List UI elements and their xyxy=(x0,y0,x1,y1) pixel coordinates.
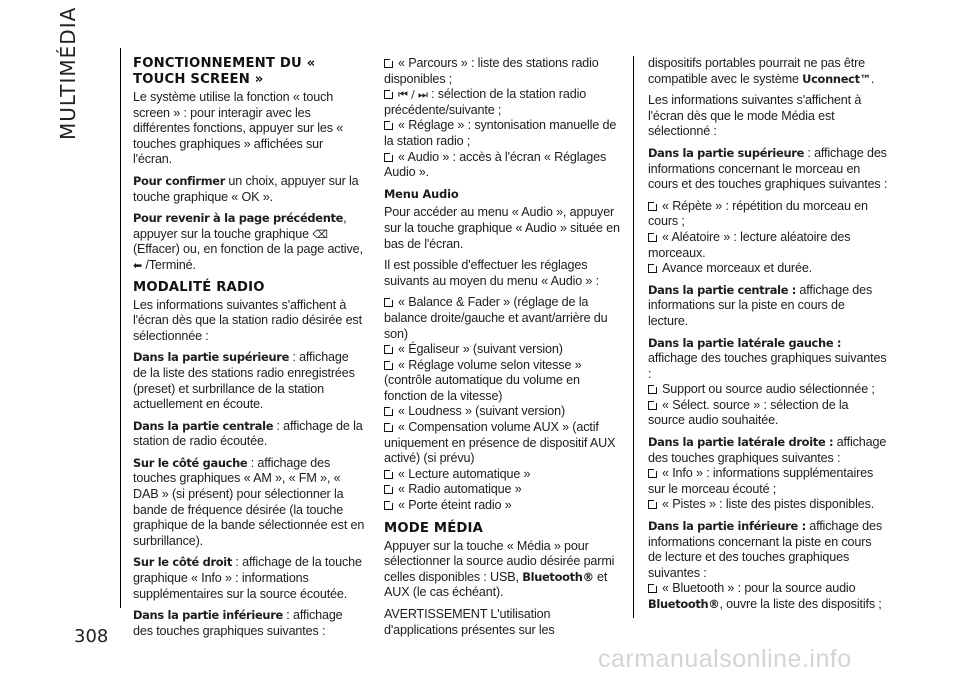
list-item xyxy=(384,467,620,483)
continued-text: dispositifs portables pourrait ne pas être compatible avec le système xyxy=(648,56,866,86)
heading-media: MODE MÉDIA xyxy=(384,520,484,536)
list-item xyxy=(648,497,888,513)
bullet-text: « Réglage » : syntonisation manuelle de la station radio ; xyxy=(384,118,617,148)
media-right-text: affichage des touches graphiques suivantes : xyxy=(648,435,887,465)
checkbox-bullet-icon xyxy=(384,485,393,494)
column-3 xyxy=(648,56,888,613)
checkbox-bullet-icon xyxy=(384,121,393,130)
bullet-text-end: , ouvre la liste des dispositifs ; xyxy=(719,597,882,611)
bullet-text: « Bluetooth » : pour la source audio xyxy=(662,581,856,596)
media-p1-text: Appuyer sur la touche « Média » pour sélectionner la source audio désirée parmi celles disponibles : USB, xyxy=(384,538,615,584)
menu-audio-title: Menu Audio xyxy=(384,186,459,201)
chapter-title: MULTIMÉDIA xyxy=(56,6,80,140)
checkbox-bullet-icon xyxy=(384,298,393,307)
list-item xyxy=(648,466,888,497)
heading-radio: MODALITÉ RADIO xyxy=(133,279,265,295)
back-text-1: , appuyer sur la touche graphique xyxy=(133,211,347,241)
back-paragraph xyxy=(133,211,365,273)
radio-left xyxy=(133,456,365,550)
media-p1 xyxy=(384,539,620,601)
media-top-lead: Dans la partie supérieure xyxy=(648,145,805,160)
radio-center xyxy=(133,419,365,450)
media-top-text: : affichage des informations concernant le morceau en cours et des touches graphiques suivantes : xyxy=(648,145,888,192)
bullet-text: « Aléatoire » : lecture aléatoire des morceaux. xyxy=(648,229,851,260)
list-item xyxy=(384,295,620,342)
checkbox-bullet-icon xyxy=(384,345,393,354)
heading-touch-screen: FONCTIONNEMENT DU « TOUCH SCREEN » xyxy=(133,56,316,87)
radio-left-text: : affichage des touches graphiques « AM », « FM », « DAB » (si présent) pour sélectionner la bande de fréquence désirée (la touche graphique de la bande sélectionnée est en surbrillance). xyxy=(133,455,365,548)
list-item xyxy=(384,358,620,405)
media-top xyxy=(648,146,888,193)
media-bottom-text: affichage des informations concernant la piste en cours de lecture et des touches graphiques suivantes : xyxy=(648,519,882,580)
checkbox-bullet-icon xyxy=(384,470,393,479)
list-item xyxy=(384,498,620,514)
checkbox-bullet-icon xyxy=(384,361,393,370)
list-item xyxy=(384,150,620,181)
checkbox-bullet-icon xyxy=(648,469,657,478)
seek-icons: ⏮ / ⏭ xyxy=(398,88,428,102)
back-arrow-icon: ⬅ xyxy=(133,258,143,272)
sidebar-divider xyxy=(120,48,121,608)
bullet-text: « Répète » : répétition du morceau en cours ; xyxy=(648,198,868,229)
watermark: carmanualsonline.info xyxy=(598,645,852,673)
radio-right-lead: Sur le côté droit xyxy=(133,555,233,570)
media-center xyxy=(648,283,888,330)
radio-bottom xyxy=(133,608,365,639)
radio-bottom-text: : affichage des touches graphiques suivantes : xyxy=(133,608,343,638)
list-item xyxy=(648,261,888,277)
bullet-text: « Réglage volume selon vitesse » (contrôle automatique du volume en fonction de la vitesse) xyxy=(384,357,582,403)
media-bottom-lead: Dans la partie inférieure : xyxy=(648,519,806,534)
list-item xyxy=(648,581,888,612)
bullet-text: « Pistes » : liste des pistes disponibles. xyxy=(662,497,875,512)
column-1 xyxy=(133,56,365,645)
back-lead: Pour revenir à la page précédente xyxy=(133,211,344,226)
bluetooth-brand: Bluetooth® xyxy=(522,569,594,584)
bullet-text: « Lecture automatique » xyxy=(398,466,531,481)
page-number: 308 xyxy=(74,626,109,647)
menu-audio-p1: Pour accéder au menu « Audio », appuyer sur la touche graphique « Audio » située en bas de l'écran. xyxy=(384,205,620,251)
media-center-lead: Dans la partie centrale : xyxy=(648,282,797,297)
list-item xyxy=(384,87,620,118)
bullet-text: Avance morceaux et durée. xyxy=(662,261,813,276)
media-bottom xyxy=(648,519,888,581)
list-item xyxy=(384,342,620,358)
radio-top-text: : affichage de la liste des stations radio enregistrées (preset) et surbrillance de la station actuellement en écoute. xyxy=(133,350,355,412)
checkbox-bullet-icon xyxy=(648,401,657,410)
checkbox-bullet-icon xyxy=(648,202,657,211)
radio-right xyxy=(133,555,365,602)
confirm-lead: Pour confirmer xyxy=(133,173,226,188)
back-text-2: (Effacer) ou, en fonction de la page active, xyxy=(133,242,363,257)
list-item xyxy=(384,482,620,498)
checkbox-bullet-icon xyxy=(648,264,657,273)
media-right-lead: Dans la partie latérale droite : xyxy=(648,435,834,450)
confirm-text: un choix, appuyer sur la touche graphique « OK ». xyxy=(133,173,359,204)
list-item xyxy=(384,404,620,420)
checkbox-bullet-icon xyxy=(384,501,393,510)
bullet-text: « Sélect. source » : sélection de la source audio souhaitée. xyxy=(648,397,849,428)
list-item xyxy=(648,398,888,429)
confirm-paragraph xyxy=(133,174,365,205)
list-item xyxy=(648,199,888,230)
bullet-text: « Audio » : accès à l'écran « Réglages Audio ». xyxy=(384,149,607,180)
bullet-text: « Compensation volume AUX » (actif uniquement en présence de dispositif AUX activé) (si prévu) xyxy=(384,420,616,466)
radio-center-lead: Dans la partie centrale xyxy=(133,418,274,433)
bullet-text: « Parcours » : liste des stations radio disponibles ; xyxy=(384,56,599,86)
bullet-text: « Balance & Fader » (réglage de la balance droite/gauche et avant/arrière du son) xyxy=(384,295,608,341)
continued-paragraph xyxy=(648,56,888,87)
checkbox-bullet-icon xyxy=(648,584,657,593)
radio-top xyxy=(133,350,365,412)
menu-audio-p2: Il est possible d'effectuer les réglages suivants au moyen du menu « Audio » : xyxy=(384,258,599,288)
checkbox-bullet-icon xyxy=(384,153,393,162)
bullet-text: Support ou source audio sélectionnée ; xyxy=(662,382,875,397)
checkbox-bullet-icon xyxy=(648,500,657,509)
checkbox-bullet-icon xyxy=(384,59,393,68)
radio-right-text: : affichage de la touche graphique « Info » : informations supplémentaires sur la source écoutée. xyxy=(133,555,362,601)
continued-end: . xyxy=(870,71,875,86)
checkbox-bullet-icon xyxy=(384,407,393,416)
bullet-text: « Porte éteint radio » xyxy=(398,498,512,513)
list-item xyxy=(384,56,620,87)
media-left-lead: Dans la partie latérale gauche : xyxy=(648,335,842,350)
checkbox-bullet-icon xyxy=(648,233,657,242)
checkbox-bullet-icon xyxy=(384,90,393,99)
radio-bottom-lead: Dans la partie inférieure xyxy=(133,608,283,623)
column-divider xyxy=(633,56,634,618)
bullet-text: « Info » : informations supplémentaires sur le morceau écouté ; xyxy=(648,466,874,496)
bullet-text: « Égaliseur » (suivant version) xyxy=(398,342,563,357)
radio-left-lead: Sur le côté gauche xyxy=(133,455,248,470)
media-right xyxy=(648,435,888,466)
media-info-intro: Les informations suivantes s'affichent à l'écran dès que le mode Média est sélectionné : xyxy=(648,93,862,139)
column-2 xyxy=(384,56,620,644)
list-item xyxy=(384,420,620,467)
bluetooth-brand: Bluetooth® xyxy=(648,597,720,611)
uconnect-brand: Uconnect™ xyxy=(802,71,871,86)
radio-intro: Les informations suivantes s'affichent à l'écran dès que la station radio désirée est sélectionnée : xyxy=(133,297,362,343)
back-text-3: /Terminé. xyxy=(142,257,196,272)
touch-intro: Le système utilise la fonction « touch screen » : pour interagir avec les différentes fonctions, appuyer sur les « touches graphiques » affichées sur l'écran. xyxy=(133,90,344,167)
radio-top-lead: Dans la partie supérieure xyxy=(133,350,290,365)
media-left-text: affichage des touches graphiques suivantes : xyxy=(648,351,887,381)
media-p1-end: et AUX (le cas échéant). xyxy=(384,569,608,600)
list-item xyxy=(648,230,888,261)
checkbox-bullet-icon xyxy=(384,423,393,432)
warning-paragraph: AVERTISSEMENT L'utilisation d'applications présentes sur les xyxy=(384,607,555,637)
list-item xyxy=(648,382,888,398)
list-item xyxy=(384,118,620,149)
media-center-text: affichage des informations sur la piste en cours de lecture. xyxy=(648,282,873,328)
bullet-text: : sélection de la station radio précédente/suivante ; xyxy=(384,87,587,117)
backspace-icon: ⌫ xyxy=(312,227,328,241)
bullet-text: « Radio automatique » xyxy=(398,482,522,497)
bullet-text: « Loudness » (suivant version) xyxy=(398,404,566,419)
radio-center-text: : affichage de la station de radio écoutée. xyxy=(133,418,363,449)
checkbox-bullet-icon xyxy=(648,385,657,394)
media-left xyxy=(648,336,888,383)
